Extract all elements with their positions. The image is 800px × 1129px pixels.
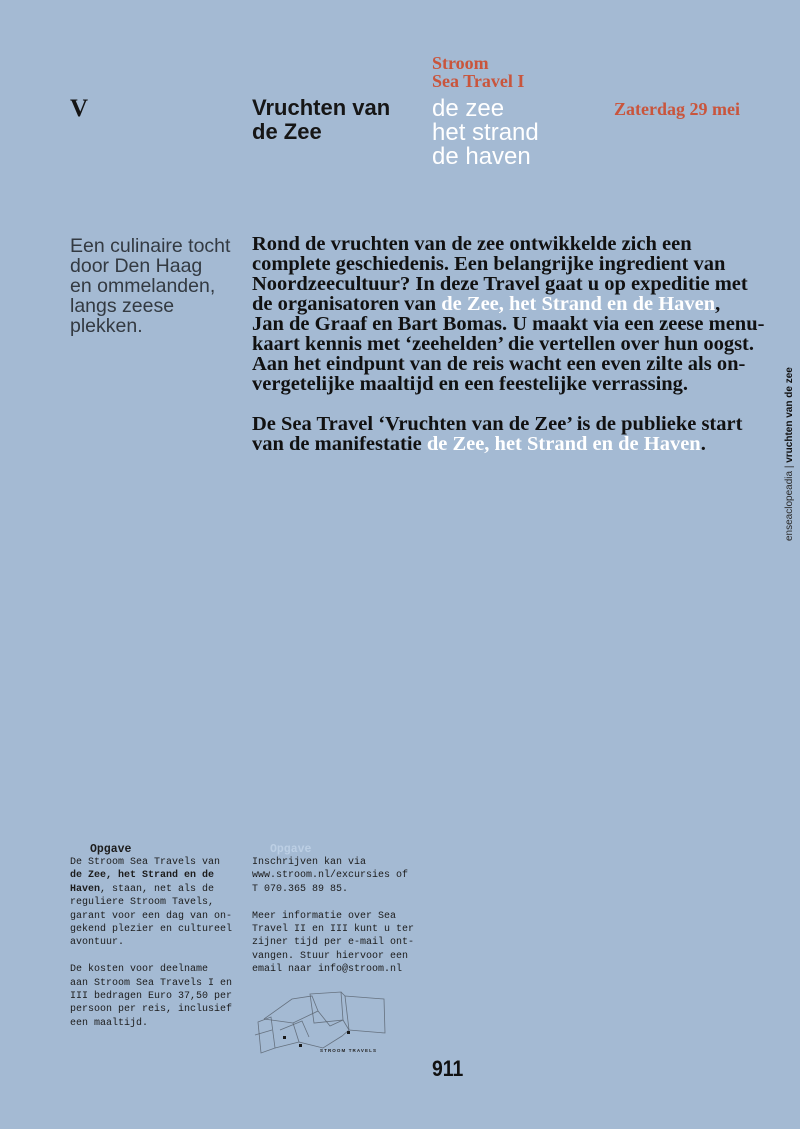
body-text (252, 234, 764, 454)
info-line: gekend plezier en cultureel (70, 924, 233, 936)
page-title (252, 96, 390, 144)
side-label-topic: vruchten van de zee (784, 367, 795, 463)
body-line (252, 434, 764, 454)
series-label (432, 54, 524, 90)
intro-line: en ommelanden, (70, 275, 216, 297)
side-label-separator: | (784, 465, 795, 469)
info-line: avontuur. (70, 937, 125, 949)
body-line: De Sea Travel ‘Vruchten van de Zee’ is de publieke start (252, 413, 743, 435)
title-line: de Zee (252, 119, 322, 144)
info-line: reguliere Stroom Tavels, (70, 897, 215, 909)
body-line (252, 294, 764, 314)
info-line: garant voor een dag van on- (70, 910, 233, 922)
intro-line: plekken. (70, 315, 143, 337)
body-line: Rond de vruchten van de zee ontwikkelde zich een (252, 233, 692, 255)
theme-item: de zee (432, 95, 505, 122)
body-line: Noordzeecultuur? In deze Travel gaat u op expeditie met (252, 273, 748, 295)
theme-list (432, 97, 539, 169)
logo-sketch-lines (255, 992, 385, 1053)
info-line: vangen. Stuur hiervoor een (252, 950, 409, 962)
chapter-number: V (70, 95, 89, 122)
info-column-right (252, 856, 414, 977)
info-paragraph (70, 856, 232, 950)
body-paragraph (252, 234, 764, 394)
body-segment: van de manifestatie (252, 433, 427, 455)
info-segment: , staan, net als de (100, 883, 215, 895)
title-line: Vruchten van (252, 95, 391, 120)
page-number: 911 (432, 1056, 464, 1081)
highlight-phrase: de Zee, het Strand en de Haven (426, 433, 701, 455)
body-line: kaart kennis met ‘zeehelden’ die vertellen over hun oogst. (252, 333, 754, 355)
info-line: T 070.365 89 85. (252, 883, 349, 895)
theme-item: het strand (432, 119, 539, 146)
body-segment: , (715, 293, 721, 315)
highlight-phrase: de Zee, het Strand en de Haven (441, 293, 716, 315)
logo-text: STROOM TRAVELS (320, 1048, 378, 1053)
info-paragraph (252, 910, 414, 977)
body-line: Aan het eindpunt van de reis wacht een even zilte als on- (252, 353, 746, 375)
event-date: Zaterdag 29 mei (614, 99, 740, 119)
body-line: Jan de Graaf en Bart Bomas. U maakt via een zeese menu- (252, 313, 765, 335)
info-line: De kosten voor deelname (70, 964, 209, 976)
info-paragraph (70, 963, 232, 1030)
info-line: persoon per reis, inclusief (70, 1004, 233, 1016)
info-column-left (70, 856, 232, 1030)
body-line: vergetelijke maaltijd en een feestelijke verrassing. (252, 373, 689, 395)
info-line: www.stroom.nl/excursies of (252, 870, 409, 882)
registration-heading: Opgave (90, 843, 132, 856)
info-line: Inschrijven kan via (252, 857, 367, 868)
body-paragraph (252, 414, 764, 454)
intro-line: door Den Haag (70, 255, 203, 277)
info-line: zijner tijd per e-mail ont- (252, 937, 415, 949)
info-line: aan Stroom Sea Travels I en (70, 977, 233, 989)
body-segment: . (700, 433, 706, 455)
intro-line: langs zeese (70, 295, 175, 317)
logo-dots (283, 1031, 350, 1047)
registration-heading-faint: Opgave (270, 843, 312, 856)
series-line: Stroom (432, 53, 489, 73)
body-line: complete geschiedenis. Een belangrijke ingredient van (252, 253, 726, 275)
info-line: De Stroom Sea Travels van (70, 857, 221, 868)
info-line: een maaltijd. (70, 1017, 149, 1029)
info-line: III bedragen Euro 37,50 per (70, 991, 233, 1003)
info-line: email naar info@stroom.nl (252, 964, 403, 976)
info-line: Travel II en III kunt u ter (252, 924, 415, 936)
info-paragraph (252, 856, 414, 896)
info-line: Meer informatie over Sea (252, 910, 397, 922)
info-line (70, 883, 232, 896)
info-bold-segment: Haven (70, 883, 101, 895)
body-segment: de organisatoren van (252, 293, 442, 315)
info-line: de Zee, het Strand en de (70, 870, 215, 882)
series-line: Sea Travel I (432, 71, 525, 91)
theme-item: de haven (432, 143, 531, 170)
side-label-section: enseaclopeadia (784, 470, 795, 541)
intro-text (70, 236, 230, 336)
stroom-travels-logo (252, 990, 394, 1058)
side-label (784, 367, 796, 541)
intro-line: Een culinaire tocht (70, 235, 231, 257)
